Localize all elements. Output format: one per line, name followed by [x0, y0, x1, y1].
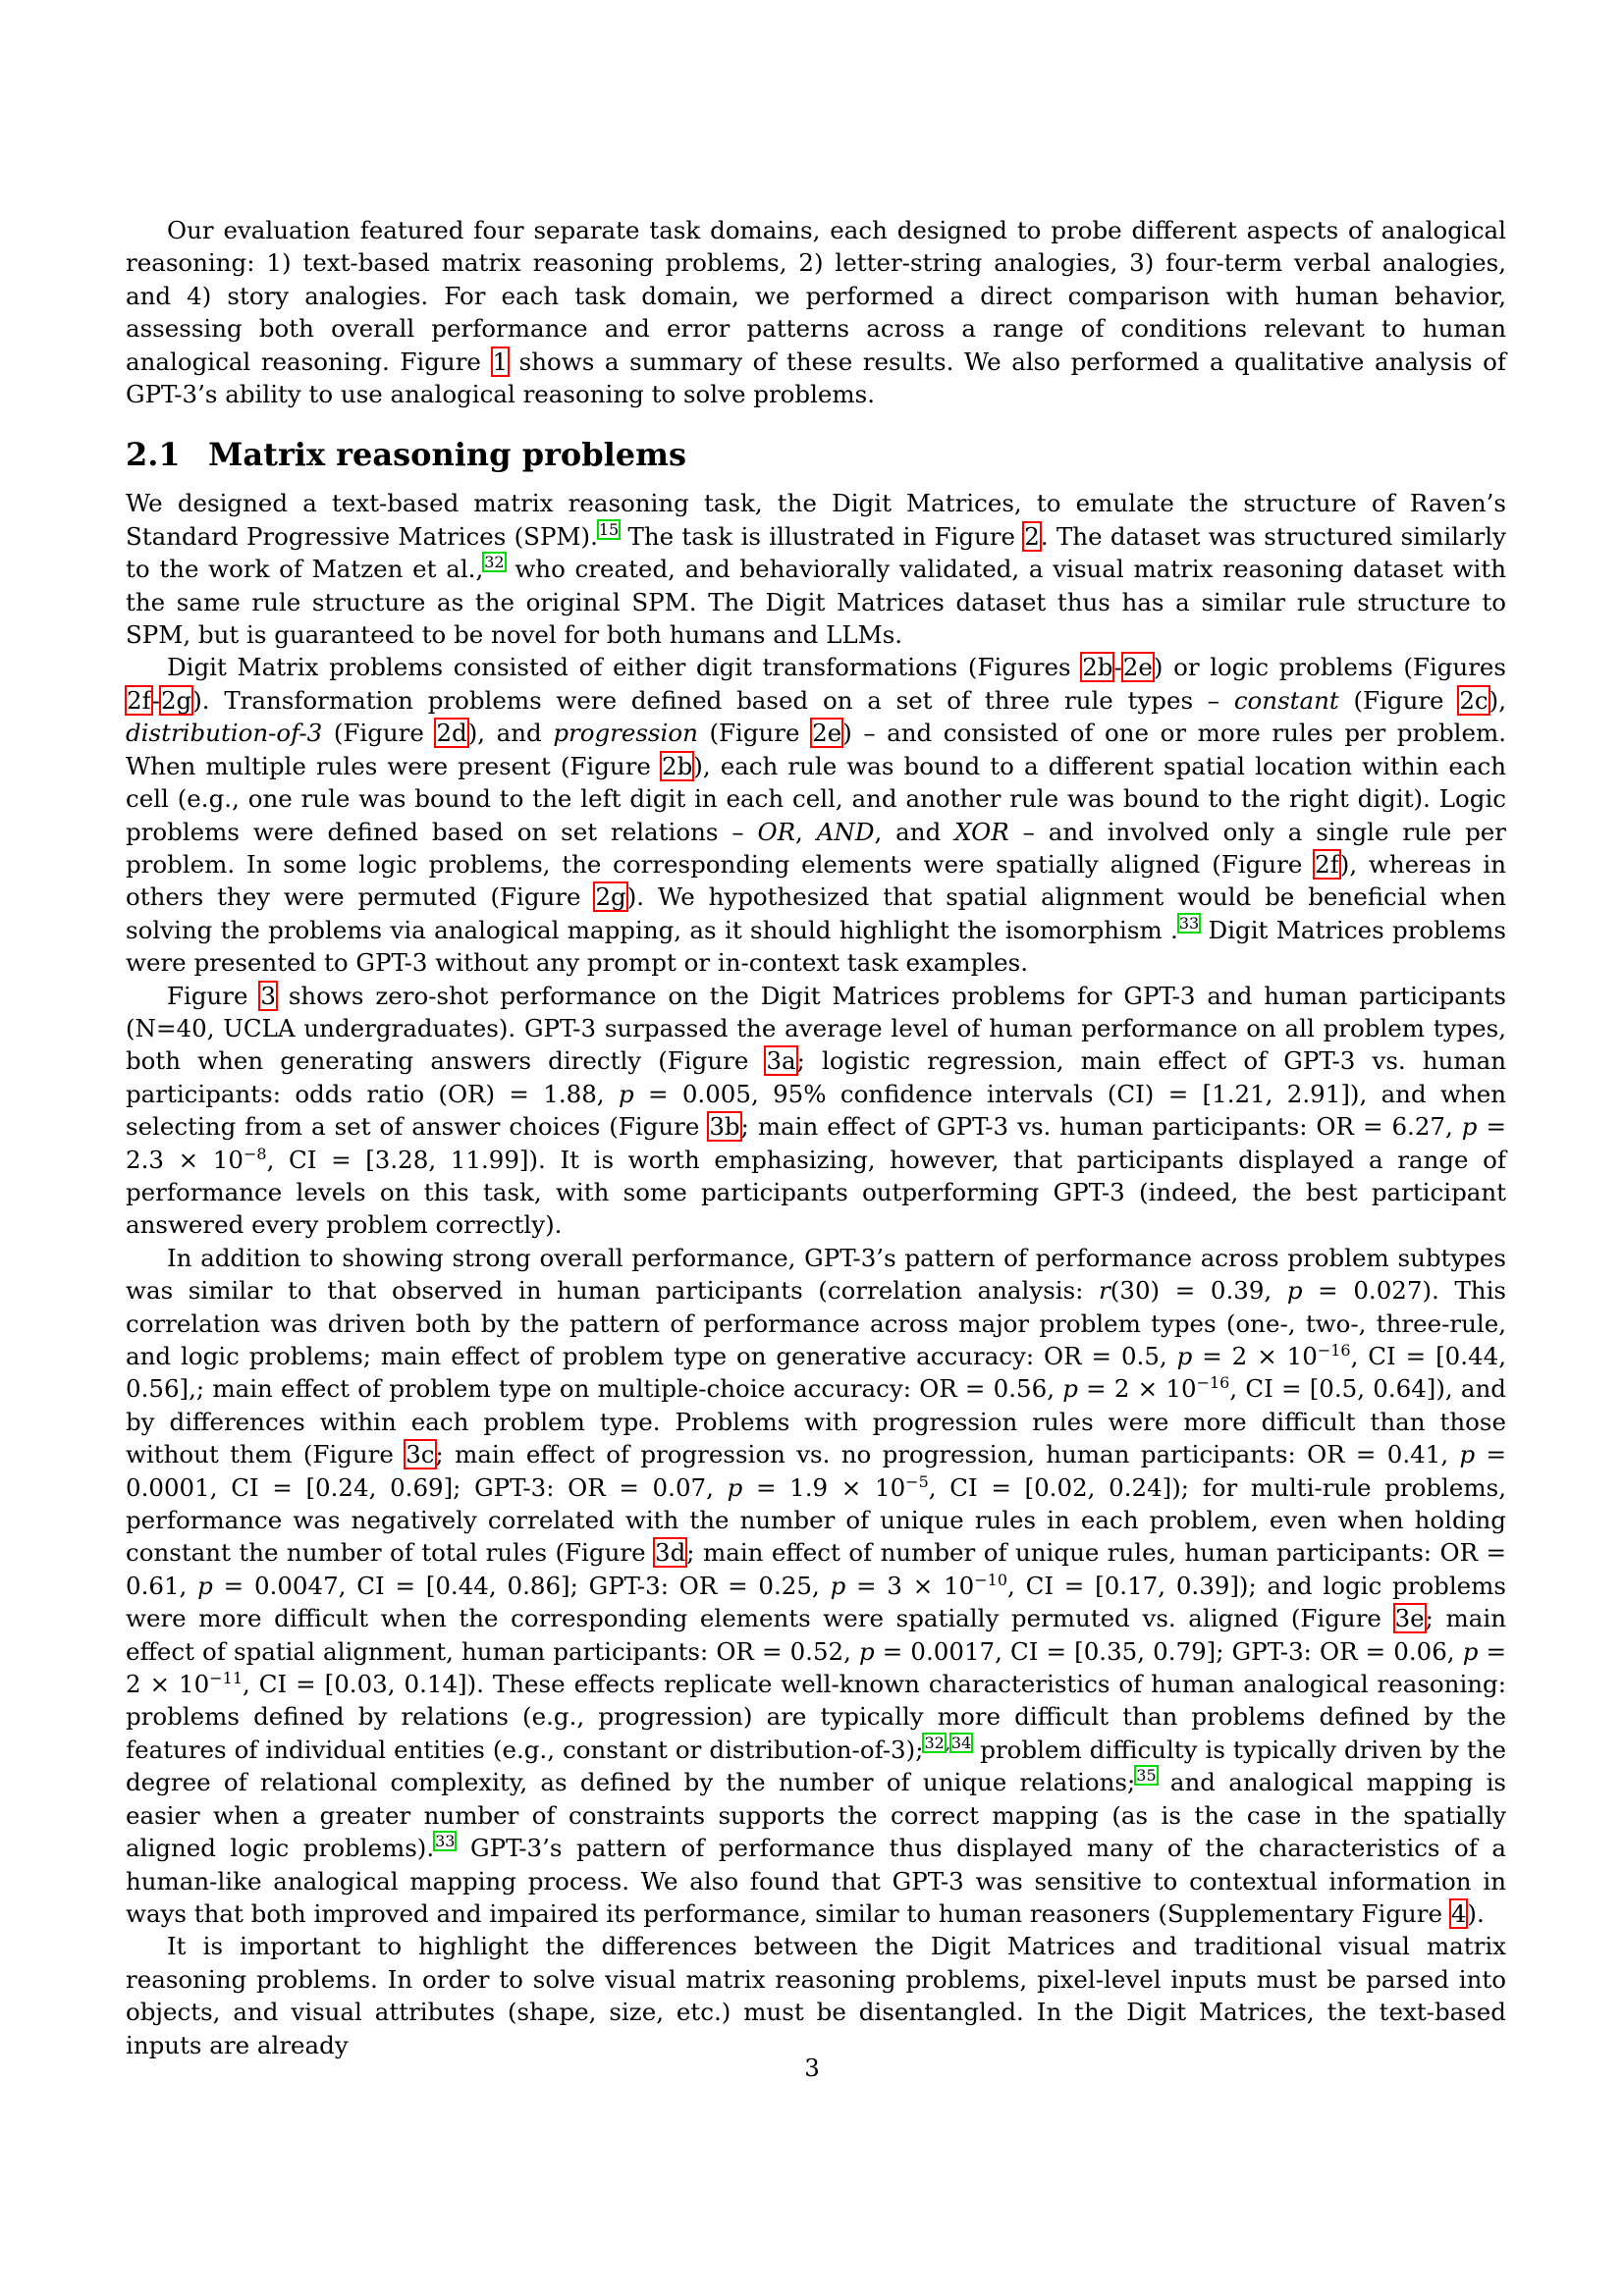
text: GPT-3’s pattern of performance thus displayed many of the characteristics of a human-like analogical mapping process. We also found that GPT-3 was sensitive to contextual information in ways that both improved and impaired its performance, similar to human reasoners (Supplementary Figure — [126, 1834, 1506, 1928]
text: , — [795, 817, 817, 846]
text: We designed a text-based matrix reasoning task, the Digit Matrices, to emulate the structure of Raven’s Standard Progressive Matrices (SPM). — [126, 489, 1506, 551]
text: ; main effect of number of unique rules, human participants: OR = 0.61, — [126, 1538, 1506, 1600]
text: = 3 × 10 — [845, 1571, 975, 1600]
citation-32-link[interactable]: 32 — [484, 553, 505, 572]
text: = 0.0047, CI = [0.44, 0.86]; GPT-3: OR = 0.25, — [212, 1571, 831, 1600]
page-body — [126, 214, 1506, 2061]
figure-2e-link[interactable]: 2e — [812, 719, 842, 748]
text: = 2 × 10 — [1077, 1374, 1197, 1404]
text: = 2 × 10 — [1192, 1342, 1318, 1370]
figure-2d-link[interactable]: 2d — [436, 719, 467, 748]
text: . The dataset was structured similarly to the work of Matzen et al., — [126, 521, 1506, 584]
figure-2g-link[interactable]: 2g — [595, 882, 626, 912]
text: ), — [1489, 685, 1506, 715]
exponent: −11 — [209, 1668, 243, 1687]
text: In addition to showing strong overall performance, GPT-3’s pattern of performance across problem subtypes was similar to that observed in human participants (correlation analysis: — [126, 1243, 1506, 1306]
intro-paragraph — [126, 214, 1506, 410]
math-p: p — [1459, 1440, 1476, 1469]
citation-separator: , — [945, 1734, 950, 1753]
figure-2b-link[interactable]: 2b — [1082, 653, 1113, 682]
citation-34-link[interactable]: 34 — [950, 1733, 972, 1752]
text: , and — [874, 817, 955, 846]
figure-2f-link[interactable]: 2f — [1315, 849, 1339, 879]
paragraph-1 — [126, 487, 1506, 651]
term-or: OR — [757, 817, 796, 846]
term-constant: constant — [1233, 685, 1339, 715]
figure-3d-link[interactable]: 3d — [655, 1538, 686, 1568]
figure-2b-link[interactable]: 2b — [662, 751, 693, 780]
text: shows a summary of these results. We also performed a qualitative analysis of GPT-3’s ability to use analogical reasoning to solve problems. — [126, 347, 1506, 409]
text: ). We hypothesized that spatial alignment would be beneficial when solving the problems via analogical mapping, as it should highlight the isomorphism . — [126, 882, 1506, 944]
text: (30) = 0.39, — [1110, 1276, 1287, 1306]
math-p: p — [1462, 1636, 1479, 1666]
text: problem difficulty is typically driven by the degree of relational complexity, as defined by the number of unique relations; — [126, 1735, 1506, 1797]
section-heading — [126, 436, 1506, 473]
exponent: −16 — [1196, 1373, 1230, 1393]
text: ), and — [467, 719, 554, 748]
text: , CI = [0.02, 0.24]); for multi-rule problems, performance was negatively correlated with the number of unique rules in each problem, even when holding constant the number of total rules (Figure — [126, 1472, 1506, 1568]
figure-1-link[interactable]: 1 — [492, 347, 509, 376]
exponent: −5 — [905, 1471, 929, 1491]
math-p: p — [1286, 1276, 1303, 1306]
text: ). — [1467, 1898, 1485, 1928]
paragraph-4 — [126, 1242, 1506, 1931]
text: ). Transformation problems were defined based on a set of three rule types – — [192, 685, 1234, 715]
citation-32-link[interactable]: 32 — [924, 1733, 945, 1752]
math-p: p — [727, 1472, 743, 1502]
text: and analogical mapping is easier when a greater number of constraints supports the correct mapping (as is the case in the spatially aligned logic problems). — [126, 1768, 1506, 1863]
text: ), each rule was bound to a different spatial location within each cell (e.g., one rule was bound to the left digit in each cell, and another rule was bound to the right digit). Logic problems were defined based on set relations – — [126, 751, 1507, 846]
text: ), whereas in others they were permuted (Figure — [126, 849, 1506, 912]
text: = 0.0017, CI = [0.35, 0.79]; GPT-3: OR = 0.06, — [874, 1636, 1463, 1666]
supplementary-figure-4-link[interactable]: 4 — [1450, 1898, 1467, 1928]
text: Figure — [167, 981, 260, 1010]
text: (Figure — [697, 719, 812, 748]
text: ; logistic regression, main effect of GPT-3 vs. human participants: odds ratio (OR) = 1.88, — [126, 1046, 1506, 1108]
term-progression: progression — [553, 719, 698, 748]
text: Our evaluation featured four separate task domains, each designed to probe different aspects of analogical reasoning: 1) text-based matrix reasoning problems, 2) letter-string analogies, 3) four-term verbal analogies, and 4) story analogies. For each task domain, we performed a direct comparison with human behavior, assessing both overall performance and error patterns across a range of conditions relevant to human analogical reasoning. Figure — [126, 216, 1506, 376]
exponent: −10 — [974, 1570, 1008, 1589]
math-p: p — [618, 1079, 634, 1108]
figure-3c-link[interactable]: 3c — [406, 1440, 435, 1469]
figure-3e-link[interactable]: 3e — [1394, 1604, 1425, 1633]
citation-33-link[interactable]: 33 — [435, 1832, 456, 1851]
text: ) or logic problems (Figures — [1153, 653, 1506, 682]
figure-3b-link[interactable]: 3b — [709, 1112, 740, 1142]
text: – and involved only a single rule per problem. In some logic problems, the corresponding elements were spatially aligned (Figure — [126, 817, 1506, 879]
text: = 0.027). This correlation was driven both by the pattern of performance across major problem types (one-, two-, three-rule, and logic problems; main effect of problem type on generative accuracy: OR = 0.5, — [126, 1276, 1506, 1370]
text: ) – and consisted of one or more rules per problem. When multiple rules were present (Figure — [126, 719, 1506, 780]
citation-35-link[interactable]: 35 — [1136, 1766, 1157, 1786]
figure-2c-link[interactable]: 2c — [1459, 685, 1489, 715]
text: ; main effect of GPT-3 vs. human participants: OR = 6.27, — [740, 1112, 1462, 1142]
exponent: −16 — [1317, 1340, 1351, 1360]
text: who created, and behaviorally validated, a visual matrix reasoning dataset with the same rule structure as the original SPM. The Digit Matrices dataset thus has a similar rule structure to SPM, but is guaranteed to be novel for both humans and LLMs. — [126, 555, 1506, 650]
text: , CI = [0.44, 0.56],; main effect of problem type on multiple-choice accuracy: OR = 0.56, — [126, 1342, 1506, 1404]
text: - — [1113, 653, 1122, 682]
text: Digit Matrices problems were presented to GPT-3 without any prompt or in-context task examples. — [126, 915, 1506, 978]
text: , CI = [0.5, 0.64]), and by differences within each problem type. Problems with progression rules were more difficult than those without them (Figure — [126, 1374, 1506, 1469]
text: It is important to highlight the differences between the Digit Matrices and traditional visual matrix reasoning problems. In order to solve visual matrix reasoning problems, pixel-level inputs must be parsed into objects, and visual attributes (shape, size, etc.) must be disentangled. In the Digit Matrices, the text-based inputs are already — [126, 1932, 1506, 2059]
citation-33-link[interactable]: 33 — [1178, 913, 1200, 933]
text: = 2 × 10 — [126, 1636, 1506, 1699]
math-p: p — [197, 1571, 213, 1600]
figure-2f-link[interactable]: 2f — [127, 685, 151, 715]
math-p: p — [1176, 1342, 1193, 1370]
figure-2g-link[interactable]: 2g — [160, 685, 192, 715]
text: = 0.0001, CI = [0.24, 0.69]; GPT-3: OR = 0.07, — [126, 1440, 1506, 1502]
math-p: p — [1461, 1112, 1478, 1142]
section-title: Matrix reasoning problems — [208, 436, 687, 474]
paragraph-2 — [126, 651, 1506, 979]
text: Digit Matrix problems consisted of either digit transformations (Figures — [167, 653, 1082, 682]
section-number: 2.1 — [126, 436, 181, 474]
text: = 1.9 × 10 — [742, 1472, 906, 1502]
text: - — [151, 685, 160, 715]
math-p: p — [859, 1636, 875, 1666]
term-distribution-of-3: distribution-of-3 — [126, 719, 323, 748]
text: shows zero-shot performance on the Digit Matrices problems for GPT-3 and human participants (N=40, UCLA undergraduates). GPT-3 surpassed the average level of human performance on all problem types, both when generating answers directly (Figure — [126, 981, 1507, 1076]
citation-15-link[interactable]: 15 — [598, 519, 620, 539]
text: = 2.3 × 10 — [126, 1112, 1506, 1174]
term-xor: XOR — [954, 817, 1009, 846]
text: ; main effect of progression vs. no progression, human participants: OR = 0.41, — [435, 1440, 1460, 1469]
text: ; main effect of spatial alignment, human participants: OR = 0.52, — [126, 1604, 1506, 1666]
exponent: −8 — [243, 1144, 267, 1163]
figure-3-link[interactable]: 3 — [260, 981, 276, 1010]
text: (Figure — [1338, 685, 1459, 715]
term-and: AND — [816, 817, 875, 846]
paragraph-3 — [126, 980, 1506, 1242]
text: , CI = [0.03, 0.14]). These effects replicate well-known characteristics of human analogical reasoning: problems defined by relations (e.g., progression) are typically more difficult than problems defined by the features of individual entities (e.g., constant or distribution-of-3); — [126, 1670, 1506, 1764]
figure-2-link[interactable]: 2 — [1024, 521, 1040, 551]
math-p: p — [830, 1571, 846, 1600]
text: The task is illustrated in Figure — [620, 521, 1024, 551]
math-r: r — [1099, 1276, 1110, 1306]
math-p: p — [1062, 1374, 1078, 1404]
page-number: 3 — [804, 2054, 820, 2082]
text: , CI = [0.17, 0.39]); and logic problems were more difficult when the corresponding elements were spatially permuted vs. aligned (Figure — [126, 1571, 1506, 1633]
text: (Figure — [322, 719, 436, 748]
figure-2e-link[interactable]: 2e — [1122, 653, 1153, 682]
text: = 0.005, 95% confidence intervals (CI) = [1.21, 2.91]), and when selecting from a set of answer choices (Figure — [126, 1079, 1506, 1142]
figure-3a-link[interactable]: 3a — [766, 1046, 796, 1076]
paragraph-5 — [126, 1930, 1506, 2061]
text: , CI = [3.28, 11.99]). It is worth emphasizing, however, that participants displayed a range of performance levels on this task, with some participants outperforming GPT-3 (indeed, the best participant answered every problem correctly). — [126, 1145, 1506, 1240]
